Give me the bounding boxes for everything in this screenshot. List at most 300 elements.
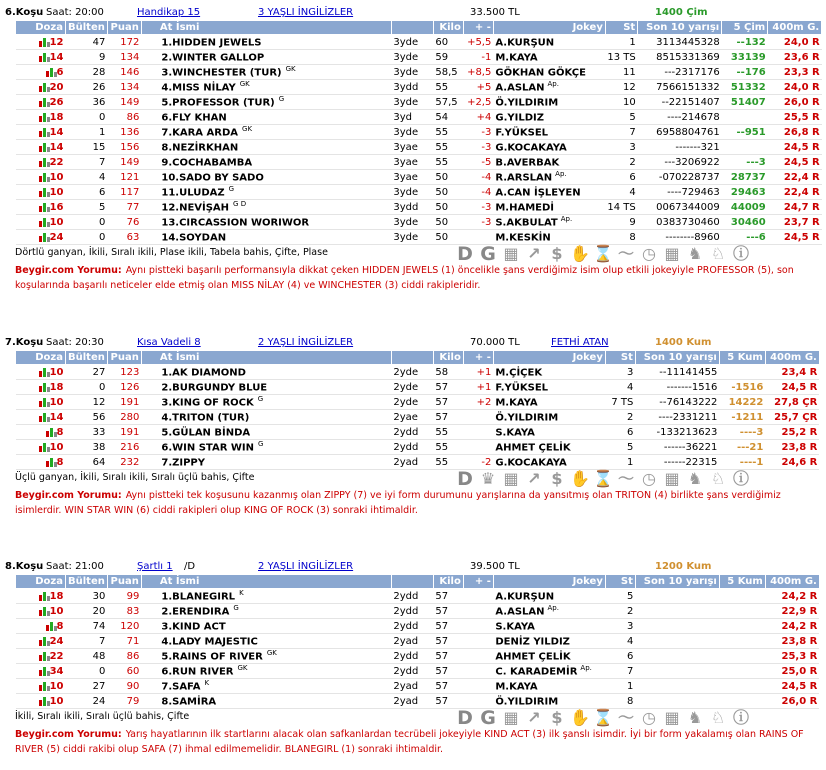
horse-name-text: 4.LADY MAJESTIC bbox=[161, 636, 258, 648]
doz-value: 20 bbox=[49, 81, 64, 93]
doz-cell bbox=[16, 380, 66, 395]
stats-bar-icon[interactable] bbox=[39, 82, 50, 92]
horse-name-text: 5.GÜLAN BİNDA bbox=[161, 427, 251, 439]
start-cell: 3 bbox=[605, 140, 637, 155]
column-header[interactable]: Jokey bbox=[493, 21, 605, 35]
stats-bar-icon[interactable] bbox=[39, 442, 50, 452]
jockey-name[interactable] bbox=[493, 380, 605, 395]
runner-row[interactable] bbox=[16, 395, 820, 410]
jockey-name[interactable] bbox=[493, 649, 605, 664]
column-header[interactable]: Kilo bbox=[433, 21, 463, 35]
age-cell: 2ydd bbox=[391, 440, 433, 455]
column-header[interactable]: Son 10 yarışı bbox=[638, 21, 722, 35]
stats-bar-icon[interactable] bbox=[39, 367, 50, 377]
column-header[interactable]: + - bbox=[463, 21, 493, 35]
race-ground: 1400 Kum bbox=[655, 337, 712, 348]
column-header[interactable]: Puan bbox=[107, 575, 141, 589]
column-header[interactable]: Doza bbox=[16, 351, 66, 365]
jockey-name[interactable] bbox=[493, 125, 605, 140]
jockey-name[interactable] bbox=[493, 664, 605, 679]
trophy-icon[interactable]: ♛ bbox=[480, 469, 496, 488]
jockey-name-text: B.AVERBAK bbox=[495, 157, 560, 169]
weight-diff-cell: +4 bbox=[463, 110, 493, 125]
form-cell: 28737 bbox=[722, 170, 768, 185]
runner-row[interactable] bbox=[16, 634, 820, 649]
chart-up-icon[interactable]: ↗ bbox=[527, 708, 541, 727]
jockey-name-text: R.ARSLAN bbox=[495, 172, 553, 184]
calculator-icon[interactable]: ▦ bbox=[503, 469, 519, 488]
graph-icon[interactable]: 〜 bbox=[617, 469, 634, 488]
stats-bar-icon[interactable] bbox=[39, 157, 50, 167]
horse-name[interactable] bbox=[141, 65, 391, 80]
horse-name[interactable] bbox=[141, 50, 391, 65]
last10-cell bbox=[635, 589, 719, 604]
runner-row[interactable] bbox=[16, 170, 822, 185]
dollar-icon[interactable]: $ bbox=[551, 469, 563, 488]
column-header[interactable]: Jokey bbox=[493, 575, 605, 589]
bet-types: Üçlü ganyan, İkili, Sıralı ikili, Sıralı üçlü bahis, Çifte bbox=[15, 472, 255, 483]
rider-icon[interactable]: ♘ bbox=[710, 469, 726, 488]
graph-icon[interactable]: 〜 bbox=[617, 244, 634, 263]
horse-name[interactable] bbox=[141, 455, 391, 470]
stats-bar-icon[interactable] bbox=[39, 127, 50, 137]
jockey-name[interactable] bbox=[493, 80, 605, 95]
info-icon[interactable]: ⓘ bbox=[732, 469, 749, 488]
calculator2-icon[interactable]: ▦ bbox=[664, 469, 680, 488]
doz-value: 8 bbox=[56, 456, 64, 468]
column-header[interactable] bbox=[391, 21, 433, 35]
race-trainer-link[interactable]: FETHİ ATAN bbox=[551, 337, 609, 348]
jockey-name[interactable] bbox=[493, 110, 605, 125]
jockey-name-text: Ö.YILDIRIM bbox=[495, 412, 559, 424]
runner-row[interactable] bbox=[16, 455, 820, 470]
stats-bar-icon[interactable] bbox=[46, 67, 57, 77]
form-cell bbox=[719, 649, 765, 664]
column-header[interactable]: St bbox=[605, 575, 635, 589]
age-cell: 2yae bbox=[391, 410, 433, 425]
column-header[interactable]: Kilo bbox=[433, 351, 463, 365]
jockey-name[interactable] bbox=[493, 634, 605, 649]
bulten-cell: 5 bbox=[66, 200, 108, 215]
column-header[interactable] bbox=[391, 575, 433, 589]
start-cell: 1 bbox=[605, 35, 637, 50]
runner-row[interactable] bbox=[16, 440, 820, 455]
jockey-name[interactable] bbox=[493, 619, 605, 634]
dollar-icon[interactable]: $ bbox=[551, 244, 563, 263]
column-header[interactable]: At İsmi bbox=[141, 21, 391, 35]
puan-cell: 172 bbox=[107, 35, 141, 50]
weight-diff-cell: +2 bbox=[463, 395, 493, 410]
age-cell: 3yd bbox=[391, 110, 433, 125]
horses-icon[interactable]: ♞ bbox=[687, 708, 703, 727]
jockey-name[interactable] bbox=[493, 589, 605, 604]
stats-bar-icon[interactable] bbox=[39, 232, 50, 242]
bulten-cell: 12 bbox=[66, 395, 108, 410]
doz-cell bbox=[16, 185, 66, 200]
kilo-cell: 54 bbox=[433, 110, 463, 125]
time400-cell: 24,5 R bbox=[765, 679, 819, 694]
horse-name[interactable] bbox=[141, 200, 391, 215]
column-header[interactable]: Kilo bbox=[433, 575, 463, 589]
column-header[interactable]: St bbox=[605, 351, 635, 365]
doz-value: 10 bbox=[49, 186, 64, 198]
stats-bar-icon[interactable] bbox=[39, 37, 50, 47]
horse-name[interactable] bbox=[141, 215, 391, 230]
stats-bar-icon[interactable] bbox=[39, 397, 50, 407]
race-group-link[interactable]: 2 YAŞLI İNGİLİZLER bbox=[258, 337, 354, 348]
doz-cell bbox=[16, 65, 66, 80]
column-header[interactable]: Puan bbox=[107, 351, 141, 365]
calculator2-icon[interactable]: ▦ bbox=[664, 708, 680, 727]
column-header[interactable]: 400m G. bbox=[765, 575, 819, 589]
horse-name[interactable] bbox=[141, 230, 391, 245]
handshake-icon[interactable]: ✋ bbox=[570, 244, 590, 263]
jockey-name[interactable] bbox=[493, 35, 605, 50]
race-number: 6.Koşu bbox=[5, 7, 44, 18]
jockey-name[interactable] bbox=[493, 155, 605, 170]
column-header[interactable] bbox=[391, 351, 433, 365]
time400-cell: 26,0 R bbox=[765, 694, 819, 709]
runner-row[interactable] bbox=[16, 589, 820, 604]
d-icon[interactable]: D bbox=[457, 707, 473, 729]
stats-bar-icon[interactable] bbox=[39, 52, 50, 62]
hourglass-icon[interactable]: ⌛ bbox=[593, 244, 613, 263]
jockey-name[interactable] bbox=[493, 694, 605, 709]
runner-row[interactable] bbox=[16, 649, 820, 664]
horse-name-text: 1.AK DIAMOND bbox=[161, 367, 246, 379]
race-prize: 39.500 TL bbox=[470, 561, 520, 572]
rider-icon[interactable]: ♘ bbox=[710, 708, 726, 727]
jockey-name[interactable] bbox=[493, 440, 605, 455]
weight-diff-cell bbox=[463, 440, 493, 455]
hourglass-icon[interactable]: ⌛ bbox=[593, 708, 613, 727]
horses-icon[interactable]: ♞ bbox=[687, 469, 703, 488]
stats-bar-icon[interactable] bbox=[39, 217, 50, 227]
race-time: Saat: 20:00 bbox=[46, 7, 104, 18]
jockey-name[interactable] bbox=[493, 65, 605, 80]
column-header[interactable]: + - bbox=[463, 575, 493, 589]
calculator-icon[interactable]: ▦ bbox=[503, 244, 519, 263]
kilo-cell: 50 bbox=[433, 215, 463, 230]
last10-cell bbox=[635, 664, 719, 679]
runner-row[interactable] bbox=[16, 80, 822, 95]
jockey-name[interactable] bbox=[493, 410, 605, 425]
equipment-tag: K bbox=[239, 589, 244, 598]
stats-bar-icon[interactable] bbox=[39, 382, 50, 392]
puan-cell: 86 bbox=[107, 110, 141, 125]
race-ground: 1200 Kum bbox=[655, 561, 712, 572]
weight-diff-cell: -5 bbox=[463, 155, 493, 170]
graph-icon[interactable]: 〜 bbox=[617, 708, 634, 727]
runner-row[interactable] bbox=[16, 125, 822, 140]
jockey-name[interactable] bbox=[493, 95, 605, 110]
last10-cell: ----214678 bbox=[638, 110, 722, 125]
stats-bar-icon[interactable] bbox=[46, 621, 57, 631]
kilo-cell: 57 bbox=[433, 410, 463, 425]
time400-cell: 23,4 R bbox=[765, 365, 819, 380]
bulten-cell: 1 bbox=[66, 125, 108, 140]
age-cell: 3yde bbox=[391, 65, 433, 80]
time400-cell: 25,7 ÇR bbox=[765, 410, 819, 425]
horse-name-text: 7.KARA ARDA bbox=[161, 127, 239, 139]
column-header[interactable]: Son 10 yarışı bbox=[635, 351, 719, 365]
jockey-name-text: Ö.YILDIRIM bbox=[495, 696, 559, 708]
info-icon[interactable]: ⓘ bbox=[732, 708, 749, 727]
column-header[interactable]: Doza bbox=[16, 575, 66, 589]
horse-name[interactable] bbox=[141, 80, 391, 95]
kilo-cell: 57 bbox=[433, 694, 463, 709]
race-time: Saat: 20:30 bbox=[46, 337, 104, 348]
equipment-tag: K bbox=[204, 679, 210, 688]
runner-row[interactable] bbox=[16, 95, 822, 110]
horse-name[interactable] bbox=[141, 649, 391, 664]
race-group-link[interactable]: 2 YAŞLI İNGİLİZLER bbox=[258, 561, 354, 572]
stats-bar-icon[interactable] bbox=[39, 651, 50, 661]
jockey-name[interactable] bbox=[493, 140, 605, 155]
jockey-name[interactable] bbox=[493, 604, 605, 619]
chart-up-icon[interactable]: ↗ bbox=[527, 244, 541, 263]
d-icon[interactable]: D bbox=[457, 243, 473, 265]
stats-bar-icon[interactable] bbox=[39, 591, 50, 601]
stats-bar-icon[interactable] bbox=[39, 172, 50, 182]
puan-cell: 83 bbox=[107, 604, 141, 619]
doz-value: 10 bbox=[49, 605, 64, 617]
horse-name[interactable] bbox=[141, 604, 391, 619]
g-icon[interactable]: G bbox=[480, 707, 496, 729]
puan-cell: 191 bbox=[107, 425, 141, 440]
jockey-name[interactable] bbox=[493, 425, 605, 440]
kilo-cell: 58 bbox=[433, 365, 463, 380]
runner-row[interactable] bbox=[16, 410, 820, 425]
kilo-cell: 55 bbox=[433, 425, 463, 440]
time400-cell: 25,2 R bbox=[765, 425, 819, 440]
stopwatch-icon[interactable]: ◷ bbox=[642, 708, 656, 727]
jockey-name[interactable] bbox=[493, 200, 605, 215]
runner-row[interactable] bbox=[16, 155, 822, 170]
stopwatch-icon[interactable]: ◷ bbox=[642, 244, 656, 263]
jockey-name[interactable] bbox=[493, 185, 605, 200]
column-header[interactable]: Jokey bbox=[493, 351, 605, 365]
jockey-name[interactable] bbox=[493, 230, 605, 245]
last10-cell: --------8960 bbox=[638, 230, 722, 245]
age-cell: 2ydd bbox=[391, 619, 433, 634]
race-type-link[interactable]: Handikap 15 bbox=[137, 7, 201, 18]
runner-row[interactable] bbox=[16, 110, 822, 125]
horse-name[interactable] bbox=[141, 35, 391, 50]
horse-name[interactable] bbox=[141, 365, 391, 380]
doz-value: 10 bbox=[49, 216, 64, 228]
bulten-cell: 30 bbox=[66, 589, 108, 604]
puan-cell: 126 bbox=[107, 380, 141, 395]
puan-cell: 136 bbox=[107, 125, 141, 140]
horse-name[interactable] bbox=[141, 634, 391, 649]
horse-name[interactable] bbox=[141, 95, 391, 110]
stats-bar-icon[interactable] bbox=[46, 457, 57, 467]
doz-cell bbox=[16, 230, 66, 245]
stats-bar-icon[interactable] bbox=[39, 412, 50, 422]
bulten-cell: 28 bbox=[66, 65, 108, 80]
horse-name[interactable] bbox=[141, 395, 391, 410]
info-icon[interactable]: ⓘ bbox=[732, 244, 749, 263]
kilo-cell: 50 bbox=[433, 230, 463, 245]
runner-row[interactable] bbox=[16, 425, 820, 440]
runner-row[interactable] bbox=[16, 604, 820, 619]
jockey-name[interactable] bbox=[493, 50, 605, 65]
stats-bar-icon[interactable] bbox=[39, 202, 50, 212]
column-header[interactable]: At İsmi bbox=[141, 351, 391, 365]
weight-diff-cell: +8,5 bbox=[463, 65, 493, 80]
start-cell: 6 bbox=[605, 425, 635, 440]
puan-cell: 77 bbox=[107, 200, 141, 215]
runner-row[interactable] bbox=[16, 35, 822, 50]
age-cell: 3yde bbox=[391, 95, 433, 110]
column-header[interactable]: 5 Çim bbox=[722, 21, 768, 35]
horse-name[interactable] bbox=[141, 140, 391, 155]
horse-name[interactable] bbox=[141, 425, 391, 440]
age-cell: 3yde bbox=[391, 230, 433, 245]
age-cell: 2ydd bbox=[391, 425, 433, 440]
chart-up-icon[interactable]: ↗ bbox=[527, 469, 541, 488]
column-header[interactable]: Puan bbox=[107, 21, 141, 35]
runners-table bbox=[15, 350, 820, 470]
start-cell: 13 TS bbox=[607, 51, 636, 63]
age-cell: 3yde bbox=[391, 50, 433, 65]
weight-diff-cell bbox=[463, 589, 493, 604]
runner-row[interactable] bbox=[16, 140, 822, 155]
form-cell bbox=[722, 110, 768, 125]
runner-row[interactable] bbox=[16, 200, 822, 215]
horse-name[interactable] bbox=[141, 125, 391, 140]
jockey-name-text: G.KOCAKAYA bbox=[495, 142, 567, 154]
column-header[interactable]: Bülten bbox=[66, 351, 108, 365]
form-cell: -1211 bbox=[719, 410, 765, 425]
horse-name[interactable] bbox=[141, 679, 391, 694]
jockey-name[interactable] bbox=[493, 395, 605, 410]
start-cell: 1 bbox=[605, 455, 635, 470]
horse-name[interactable] bbox=[141, 185, 391, 200]
stats-bar-icon[interactable] bbox=[39, 112, 50, 122]
race-group-link[interactable]: 3 YAŞLI İNGİLİZLER bbox=[258, 7, 354, 18]
stats-bar-icon[interactable] bbox=[39, 187, 50, 197]
rider-icon[interactable]: ♘ bbox=[710, 244, 726, 263]
stats-bar-icon[interactable] bbox=[39, 681, 50, 691]
jockey-name[interactable] bbox=[493, 170, 605, 185]
handshake-icon[interactable]: ✋ bbox=[570, 469, 590, 488]
horse-name[interactable] bbox=[141, 664, 391, 679]
start-cell: 2 bbox=[605, 410, 635, 425]
equipment-tag: G bbox=[233, 604, 239, 613]
horse-name[interactable] bbox=[141, 110, 391, 125]
race-comment bbox=[15, 488, 821, 518]
runner-row[interactable] bbox=[16, 380, 820, 395]
column-header[interactable]: Son 10 yarışı bbox=[635, 575, 719, 589]
weight-diff-cell bbox=[463, 634, 493, 649]
horse-name[interactable] bbox=[141, 619, 391, 634]
column-header[interactable]: Doza bbox=[16, 21, 66, 35]
start-cell: 7 bbox=[605, 125, 637, 140]
time400-cell: 23,8 R bbox=[765, 634, 819, 649]
runner-row[interactable] bbox=[16, 230, 822, 245]
jockey-name[interactable] bbox=[493, 679, 605, 694]
runner-row[interactable] bbox=[16, 679, 820, 694]
calculator2-icon[interactable]: ▦ bbox=[664, 244, 680, 263]
horse-name[interactable] bbox=[141, 380, 391, 395]
stopwatch-icon[interactable]: ◷ bbox=[642, 469, 656, 488]
hourglass-icon[interactable]: ⌛ bbox=[593, 469, 613, 488]
apprentice-tag: Ap. bbox=[560, 215, 573, 224]
column-header[interactable]: 5 Kum bbox=[719, 575, 765, 589]
runner-row[interactable] bbox=[16, 50, 822, 65]
horses-icon[interactable]: ♞ bbox=[687, 244, 703, 263]
horse-name[interactable] bbox=[141, 589, 391, 604]
start-cell: 7 bbox=[605, 664, 635, 679]
runner-row[interactable] bbox=[16, 185, 822, 200]
stats-bar-icon[interactable] bbox=[39, 97, 50, 107]
race-type-link[interactable]: Şartlı 1 bbox=[137, 561, 173, 572]
column-header[interactable]: 400m G. bbox=[765, 351, 819, 365]
jockey-name[interactable] bbox=[493, 215, 605, 230]
weight-diff-cell bbox=[463, 649, 493, 664]
horse-name[interactable] bbox=[141, 440, 391, 455]
column-header[interactable]: 400m G. bbox=[768, 21, 822, 35]
tool-icons bbox=[455, 469, 751, 489]
stats-bar-icon[interactable] bbox=[39, 696, 50, 706]
doz-cell bbox=[16, 155, 66, 170]
runner-row[interactable] bbox=[16, 694, 820, 709]
column-header[interactable]: At İsmi bbox=[141, 575, 391, 589]
g-icon[interactable]: G bbox=[480, 243, 496, 265]
runner-row[interactable] bbox=[16, 65, 822, 80]
column-header[interactable]: St bbox=[605, 21, 637, 35]
d-icon[interactable]: D bbox=[457, 468, 473, 490]
bet-types: Dörtlü ganyan, İkili, Sıralı ikili, Plase ikili, Tabela bahis, Çifte, Plase bbox=[15, 247, 328, 258]
race-type-link[interactable]: Kısa Vadeli 8 bbox=[137, 337, 201, 348]
stats-bar-icon[interactable] bbox=[39, 666, 50, 676]
age-cell: 3yde bbox=[391, 35, 433, 50]
jockey-name[interactable] bbox=[493, 455, 605, 470]
horse-name[interactable] bbox=[141, 410, 391, 425]
puan-cell: 90 bbox=[107, 679, 141, 694]
handshake-icon[interactable]: ✋ bbox=[570, 708, 590, 727]
dollar-icon[interactable]: $ bbox=[551, 708, 563, 727]
horse-name[interactable] bbox=[141, 170, 391, 185]
jockey-name-text: S.KAYA bbox=[495, 621, 535, 633]
runner-row[interactable] bbox=[16, 365, 820, 380]
runner-row[interactable] bbox=[16, 619, 820, 634]
stats-bar-icon[interactable] bbox=[39, 606, 50, 616]
column-header[interactable]: + - bbox=[463, 351, 493, 365]
kilo-cell: 55 bbox=[433, 125, 463, 140]
horse-name[interactable] bbox=[141, 155, 391, 170]
runner-row[interactable] bbox=[16, 664, 820, 679]
weight-diff-cell bbox=[463, 679, 493, 694]
jockey-name[interactable] bbox=[493, 365, 605, 380]
column-header[interactable]: 5 Kum bbox=[719, 351, 765, 365]
jockey-name-text: M.KAYA bbox=[495, 681, 538, 693]
calculator-icon[interactable]: ▦ bbox=[503, 708, 519, 727]
column-header[interactable]: Bülten bbox=[66, 575, 108, 589]
weight-diff-cell: +5 bbox=[463, 80, 493, 95]
last10-cell: -------321 bbox=[638, 140, 722, 155]
horse-name[interactable] bbox=[141, 694, 391, 709]
start-cell: 4 bbox=[605, 185, 637, 200]
stats-bar-icon[interactable] bbox=[39, 636, 50, 646]
stats-bar-icon[interactable] bbox=[39, 142, 50, 152]
column-header[interactable]: Bülten bbox=[66, 21, 108, 35]
stats-bar-icon[interactable] bbox=[46, 427, 57, 437]
runner-row[interactable] bbox=[16, 215, 822, 230]
weight-diff-cell: -3 bbox=[463, 200, 493, 215]
